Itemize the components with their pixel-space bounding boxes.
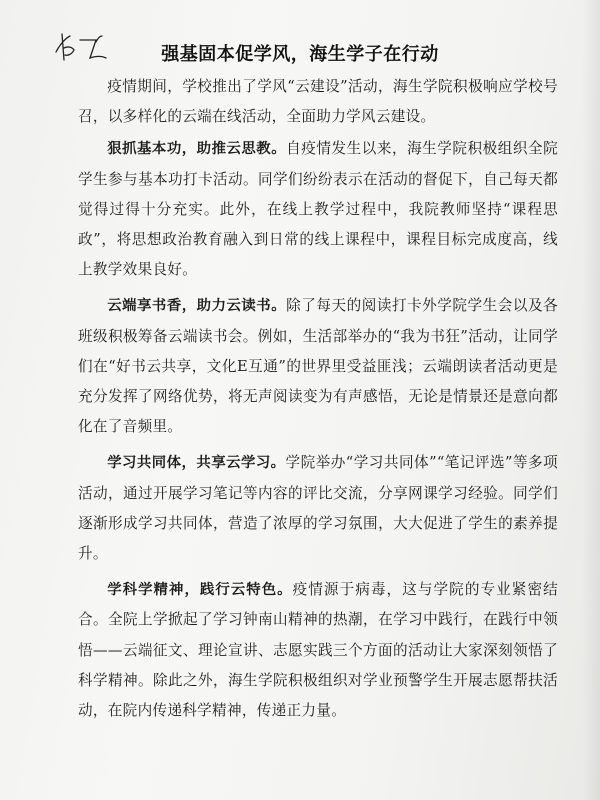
section-text-2: 除了每天的阅读打卡外学院学生会以及各班级积极筹备云端读书会。例如，生活部举办的“我为书狂”活动，让同学们在“好书云共享，文化E互通”的世界里受益匪浅；云端朗读者活动更是充分发挥了网络优势，将无声阅读变为有声感悟，无论是情景还是意向都化在了音频里。 <box>78 297 558 436</box>
section-heading-3: 学习共同体，共享云学习。 <box>107 455 286 472</box>
section-paragraph-2 <box>78 291 558 442</box>
section-paragraph-4 <box>78 575 558 726</box>
section-heading-2: 云端享书香，助力云读书。 <box>107 298 287 315</box>
section-paragraph-1 <box>78 134 558 285</box>
section-text-3: 学院举办“学习共同体”“笔记评选”等多项活动，通过开展学习笔记等内容的评比交流，分享网课学习经验。同学们逐渐形成学习共同体，营造了浓厚的学习氛围，大大促进了学生的素养提升。 <box>78 454 558 563</box>
section-text-4: 疫情源于病毒，这与学院的专业紧密结合。全院上学掀起了学习钟南山精神的热潮，在学习中践行，在践行中领悟——云端征文、理论宣讲、志愿实践三个方面的活动让大家深刻领悟了科学精神。除此之外，海生学院积极组织对学业预警学生开展志愿帮扶活动，在院内传递科学精神，传递正力量。 <box>78 581 558 720</box>
intro-paragraph: 疫情期间，学校推出了学风“云建设”活动，海生学院积极响应学校号召，以多样化的云端在线活动，全面助力学风云建设。 <box>78 78 558 126</box>
document-title: 强基固本促学风，海生学子在行动 <box>161 44 439 65</box>
document-body <box>78 72 558 732</box>
section-text-1: 自疫情发生以来，海生学院积极组织全院学生参与基本功打卡活动。同学们纷纷表示在活动的督促下，自己每天都觉得过得十分充实。此外，在线上教学过程中，我院教师坚持“课程思政”，将思想政治教育融入到日常的线上课程中，课程目标完成度高，线上教学效果良好。 <box>78 140 558 279</box>
section-heading-1: 狠抓基本功，助推云思教。 <box>107 141 287 158</box>
section-paragraph-3 <box>78 448 558 569</box>
section-heading-4: 学科学精神，践行云特色。 <box>107 582 293 599</box>
page-shadow <box>582 0 600 800</box>
